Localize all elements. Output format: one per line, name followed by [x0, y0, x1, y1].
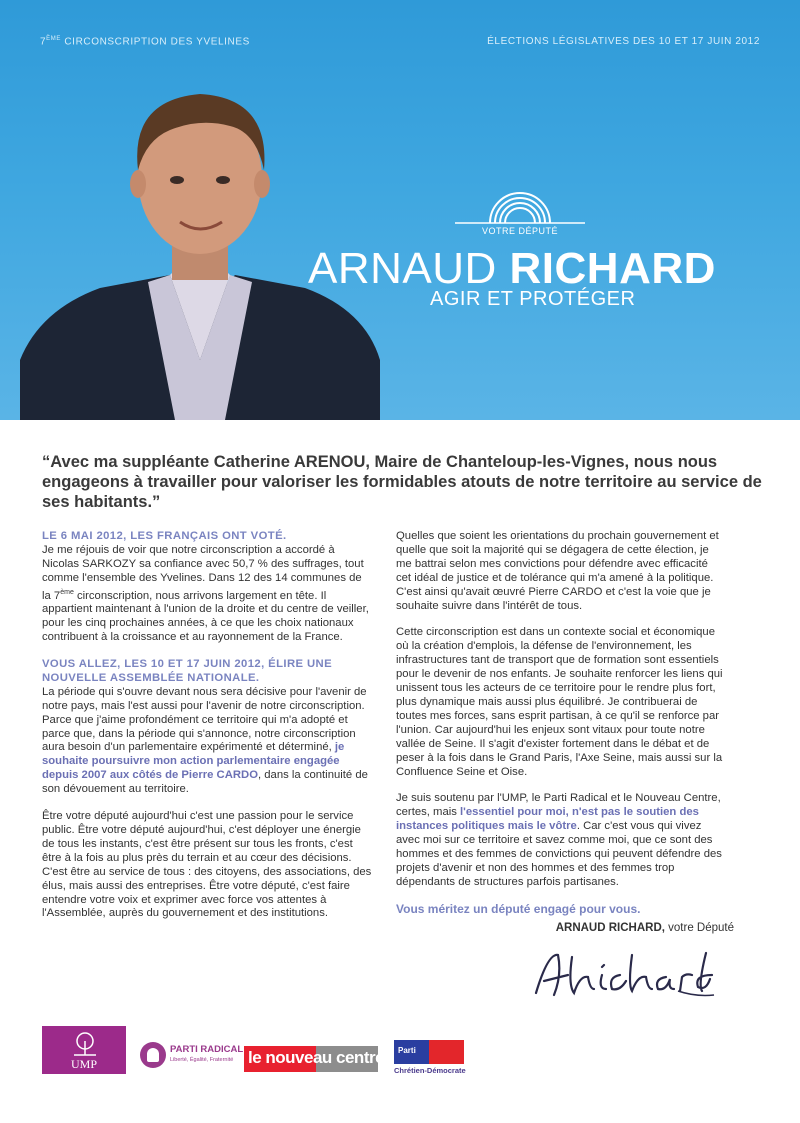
signature-label: [556, 922, 734, 934]
circonscription-suffix: ÈME: [46, 36, 61, 42]
marianne-icon: [140, 1042, 166, 1068]
election-dates: ÉLECTIONS LÉGISLATIVES DES 10 ET 17 JUIN 2012: [487, 36, 760, 47]
signature-name: ARNAUD RICHARD,: [555, 922, 665, 934]
section-heading-vote: LE 6 MAI 2012, LES FRANÇAIS ONT VOTÉ.: [42, 530, 287, 542]
pcd-logo: [394, 1040, 464, 1076]
right-column: [396, 530, 726, 917]
paragraph-support-highlight: l'essentiel pour moi, n'est pas le soutien des instances politiques mais le vôtre: [396, 806, 699, 833]
main-quote: “Avec ma suppléante Catherine ARENOU, Maire de Chanteloup-les-Vignes, nous nous engageons à travailler pour valoriser les formidables atouts de notre territoire au service de ses habitants.”: [42, 453, 762, 511]
ump-logo-text: UMP: [70, 1057, 97, 1071]
paragraph-vote: [42, 544, 372, 645]
slogan: AGIR ET PROTÉGER: [430, 288, 636, 310]
parti-radical-text: PARTI RADICAL: [170, 1044, 244, 1055]
nouveau-centre-logo: [244, 1046, 385, 1072]
paragraph-support-part1: Je suis soutenu par l'UMP, le Parti Radical et le Nouveau Centre, certes, mais: [396, 792, 721, 819]
paragraph-support-part2: . Car c'est vous qui vivez avec moi sur ce territoire et savez comme moi, que ce sont des hommes et des femmes de convictions qui peuvent défendre des projets d'avenir et non des hommes et des femmes trop dépendants de structures parfois partisanes.: [396, 820, 722, 888]
circonscription-label: [40, 36, 250, 47]
paragraph-vote-sup: ème: [60, 588, 74, 596]
closing-line: Vous méritez un député engagé pour vous.: [396, 901, 641, 916]
paragraph-vote-part2: circonscription, nous arrivons largement en tête. Il appartient maintenant à l'union de la droite et du centre de veiller, pour les cinq prochaines années, à ce que les choix nationaux contribuent à la croissance et au rayonnement de la France.: [42, 589, 369, 644]
signature-title: votre Député: [664, 922, 734, 934]
parti-radical-motto: Liberté, Égalité, Fraternité: [170, 1057, 234, 1063]
candidate-name: [308, 244, 716, 294]
candidate-first-name: ARNAUD: [308, 244, 510, 293]
pcd-text-top: Parti: [398, 1046, 416, 1055]
paragraph-context: Cette circonscription est dans un contexte social et économique où la création d'emplois, la défense de l'environnement, les infrastructures tant de transport que de formation sont essentiels pour le devenir de nos enfants. Je souhaite renforcer les liens qui unissent tous les acteurs de ce territoire pour le rendre plus fort, plus dynamique mais aussi plus équilibré. Je contribuerai de toutes mes forces, sans esprit partisan, à ce qu'il se renforce par l'union. Car aujourd'hui les enjeux sont vitaux pour toute notre vallée de Seine. Il s'agit d'exister fortement dans le débat et de peser à la fois dans le Grand Paris, l'Axe Seine, mais aussi sur la Confluence Seine et Oise.: [396, 626, 723, 778]
section-heading-election: VOUS ALLEZ, LES 10 ET 17 JUIN 2012, ÉLIRE UNE NOUVELLE ASSEMBLÉE NATIONALE.: [42, 658, 333, 684]
parti-radical-logo: [140, 1040, 244, 1074]
candidate-last-name: RICHARD: [509, 244, 716, 293]
votre-depute-label: VOTRE DÉPUTÉ: [481, 226, 558, 236]
paragraph-orientations: Quelles que soient les orientations du prochain gouvernement et quelle que soit la majorité qui se dégagera de cette élection, je me battrai selon mes convictions pour défendre avec efficacité cet idéal de justice et de tolérance qui m'a amené à la politique. C'est ainsi qu'avait œuvré Pierre CARDO et c'est la voie que je souhaite suivre dans l'intérêt de tous.: [396, 530, 719, 612]
tree-icon: [68, 1032, 102, 1056]
paragraph-service: Être votre député aujourd'hui c'est une passion pour le service public. Être votre député aujourd'hui, c'est déployer une énergie de tous les instants, c'est être présent sur tous les fronts, c'est être à la fois au plus près du terrain et au cœur des décisions. C'est être au service de tous : des citoyens, des associations, des élus, mais aussi des entreprises. Être votre député, c'est faire entendre votre voix et exprimer avec force vos attentes à l'Assemblée, auprès du gouvernement et des institutions.: [42, 810, 372, 920]
left-column: [42, 530, 372, 934]
paragraph-election-part2: , dans la continuité de son dévouement au territoire.: [42, 769, 368, 796]
paragraph-vote-part1: Je me réjouis de voir que notre circonscription a accordé à Nicolas SARKOZY sa confiance avec 50,7 % des suffrages, tout comme l'ensemble des Yvelines. Dans 12 des 14 communes de la 7: [42, 543, 364, 602]
paragraph-election: [42, 686, 372, 797]
circonscription-text: CIRCONSCRIPTION DES YVELINES: [60, 36, 250, 48]
paragraph-support: [396, 792, 726, 889]
hero-banner: [0, 0, 800, 420]
ump-logo: [42, 1026, 126, 1074]
nouveau-centre-text: le nouveau centre: [248, 1048, 385, 1067]
paragraph-election-part1: La période qui s'ouvre devant nous sera décisive pour l'avenir de notre pays, mais l'est aussi pour l'avenir de notre circonscription. Parce que j'aime profondément ce territoire qui m'a adopté et parce que, dans la période qui s'annonce, notre circonscription aura besoin d'un parlementaire expérimenté et déterminé,: [42, 685, 367, 754]
handwritten-signature: [528, 945, 718, 1005]
circonscription-number: 7: [40, 36, 47, 48]
paragraph-election-highlight: je souhaite poursuivre mon action parlementaire engagée depuis 2007 aux côtés de Pierre CARDO: [42, 741, 345, 782]
candidate-portrait: [20, 60, 380, 420]
pcd-text-bottom: Chrétien-Démocrate: [394, 1066, 466, 1075]
